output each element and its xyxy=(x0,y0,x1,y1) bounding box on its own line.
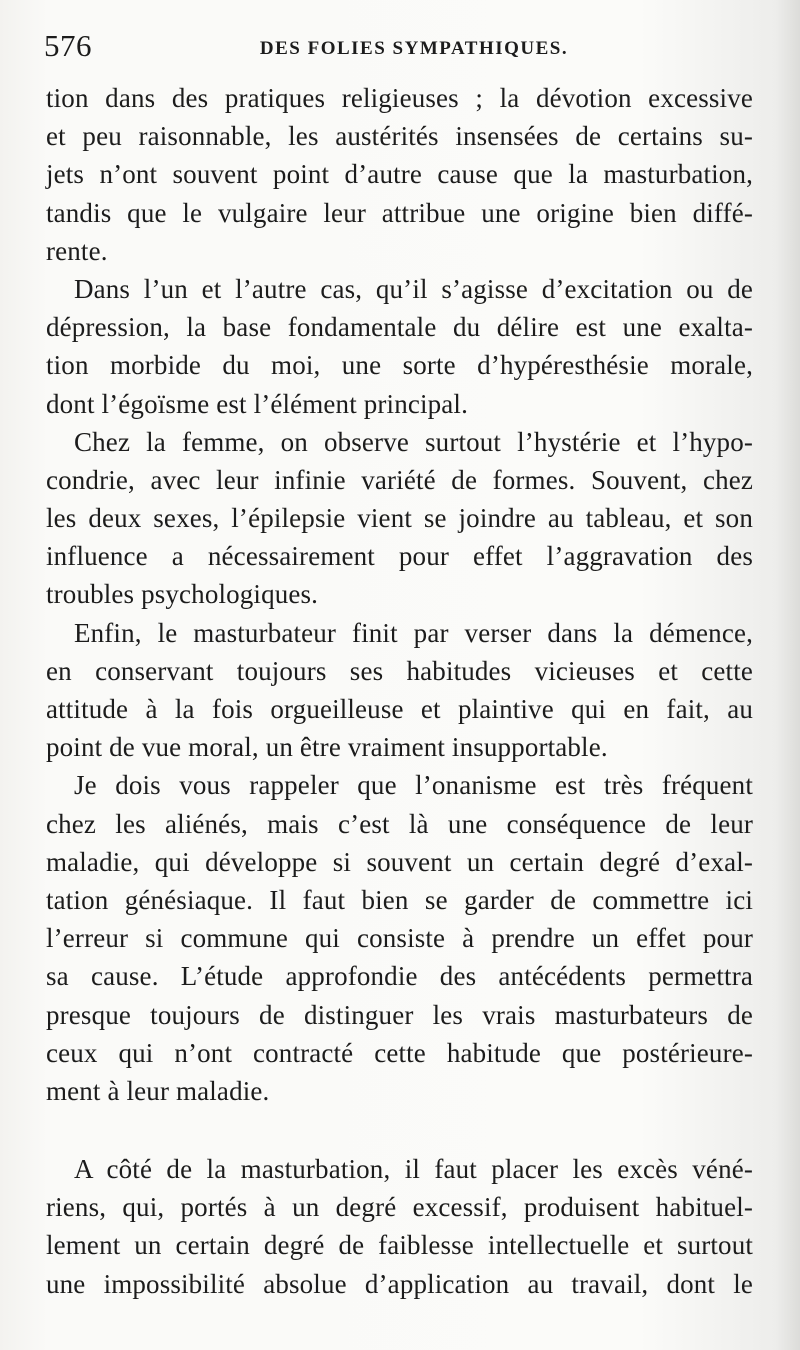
text-line: tandis que le vulgaire leur attribue une origine bien diffé- xyxy=(46,197,753,228)
paragraph-start-line: Chez la femme, on observe surtout l’hystérie et l’hypo- xyxy=(74,426,753,457)
page-number: 576 xyxy=(44,28,92,63)
text-line: presque toujours de distinguer les vrais masturbateurs de xyxy=(46,999,753,1030)
section-gap xyxy=(46,1110,753,1150)
page-header xyxy=(44,28,754,70)
text-line: les deux sexes, l’épilepsie vient se joindre au tableau, et son xyxy=(46,503,753,534)
text-line: tation génésiaque. Il faut bien se garder de commettre ici xyxy=(46,884,753,915)
text-line: lement un certain degré de faiblesse intellectuelle et surtout xyxy=(46,1230,753,1261)
paragraph-start-line: Je dois vous rappeler que l’onanisme est très fréquent xyxy=(74,770,753,801)
text-line: dont l’égoïsme est l’élément principal. xyxy=(46,388,468,419)
text-line: point de vue moral, un être vraiment insupportable. xyxy=(46,732,608,763)
text-line: une impossibilité absolue d’application au travail, dont le xyxy=(46,1268,753,1299)
text-line: troubles psychologiques. xyxy=(46,579,319,610)
text-line: et peu raisonnable, les austérités insensées de certains su- xyxy=(46,121,753,152)
text-line: ment à leur maladie. xyxy=(46,1075,270,1106)
paragraph-start-line: A côté de la masturbation, il faut placer les excès véné- xyxy=(74,1154,753,1185)
text-line: dépression, la base fondamentale du délire est une exalta- xyxy=(46,312,753,343)
paragraph-start-line: Enfin, le masturbateur finit par verser dans la démence, xyxy=(74,617,753,648)
page-body xyxy=(46,79,753,1303)
text-line: influence a nécessairement pour effet l’aggravation des xyxy=(46,541,753,572)
text-line: chez les aliénés, mais c’est là une conséquence de leur xyxy=(46,808,753,839)
paragraph-start-line: Dans l’un et l’autre cas, qu’il s’agisse d’excitation ou de xyxy=(74,273,753,304)
text-line: ceux qui n’ont contracté cette habitude que postérieure- xyxy=(46,1037,753,1068)
text-line: sa cause. L’étude approfondie des antécédents permettra xyxy=(46,961,753,992)
text-line: maladie, qui développe si souvent un certain degré d’exal- xyxy=(46,846,753,877)
text-line: rente. xyxy=(46,235,108,266)
text-line: jets n’ont souvent point d’autre cause que la masturbation, xyxy=(46,159,753,190)
text-line: en conservant toujours ses habitudes vicieuses et cette xyxy=(46,655,753,686)
text-line: tion dans des pratiques religieuses ; la dévotion excessive xyxy=(46,83,753,113)
running-title: DES FOLIES SYMPATHIQUES. xyxy=(259,38,569,59)
text-line: tion morbide du moi, une sorte d’hypéresthésie morale, xyxy=(46,350,753,381)
text-line: riens, qui, portés à un degré excessif, produisent habituel- xyxy=(46,1192,753,1223)
text-line: l’erreur si commune qui consiste à prendre un effet pour xyxy=(46,923,753,954)
text-line: attitude à la fois orgueilleuse et plaintive qui en fait, au xyxy=(46,694,753,724)
text-line: condrie, avec leur infinie variété de formes. Souvent, chez xyxy=(46,464,753,495)
